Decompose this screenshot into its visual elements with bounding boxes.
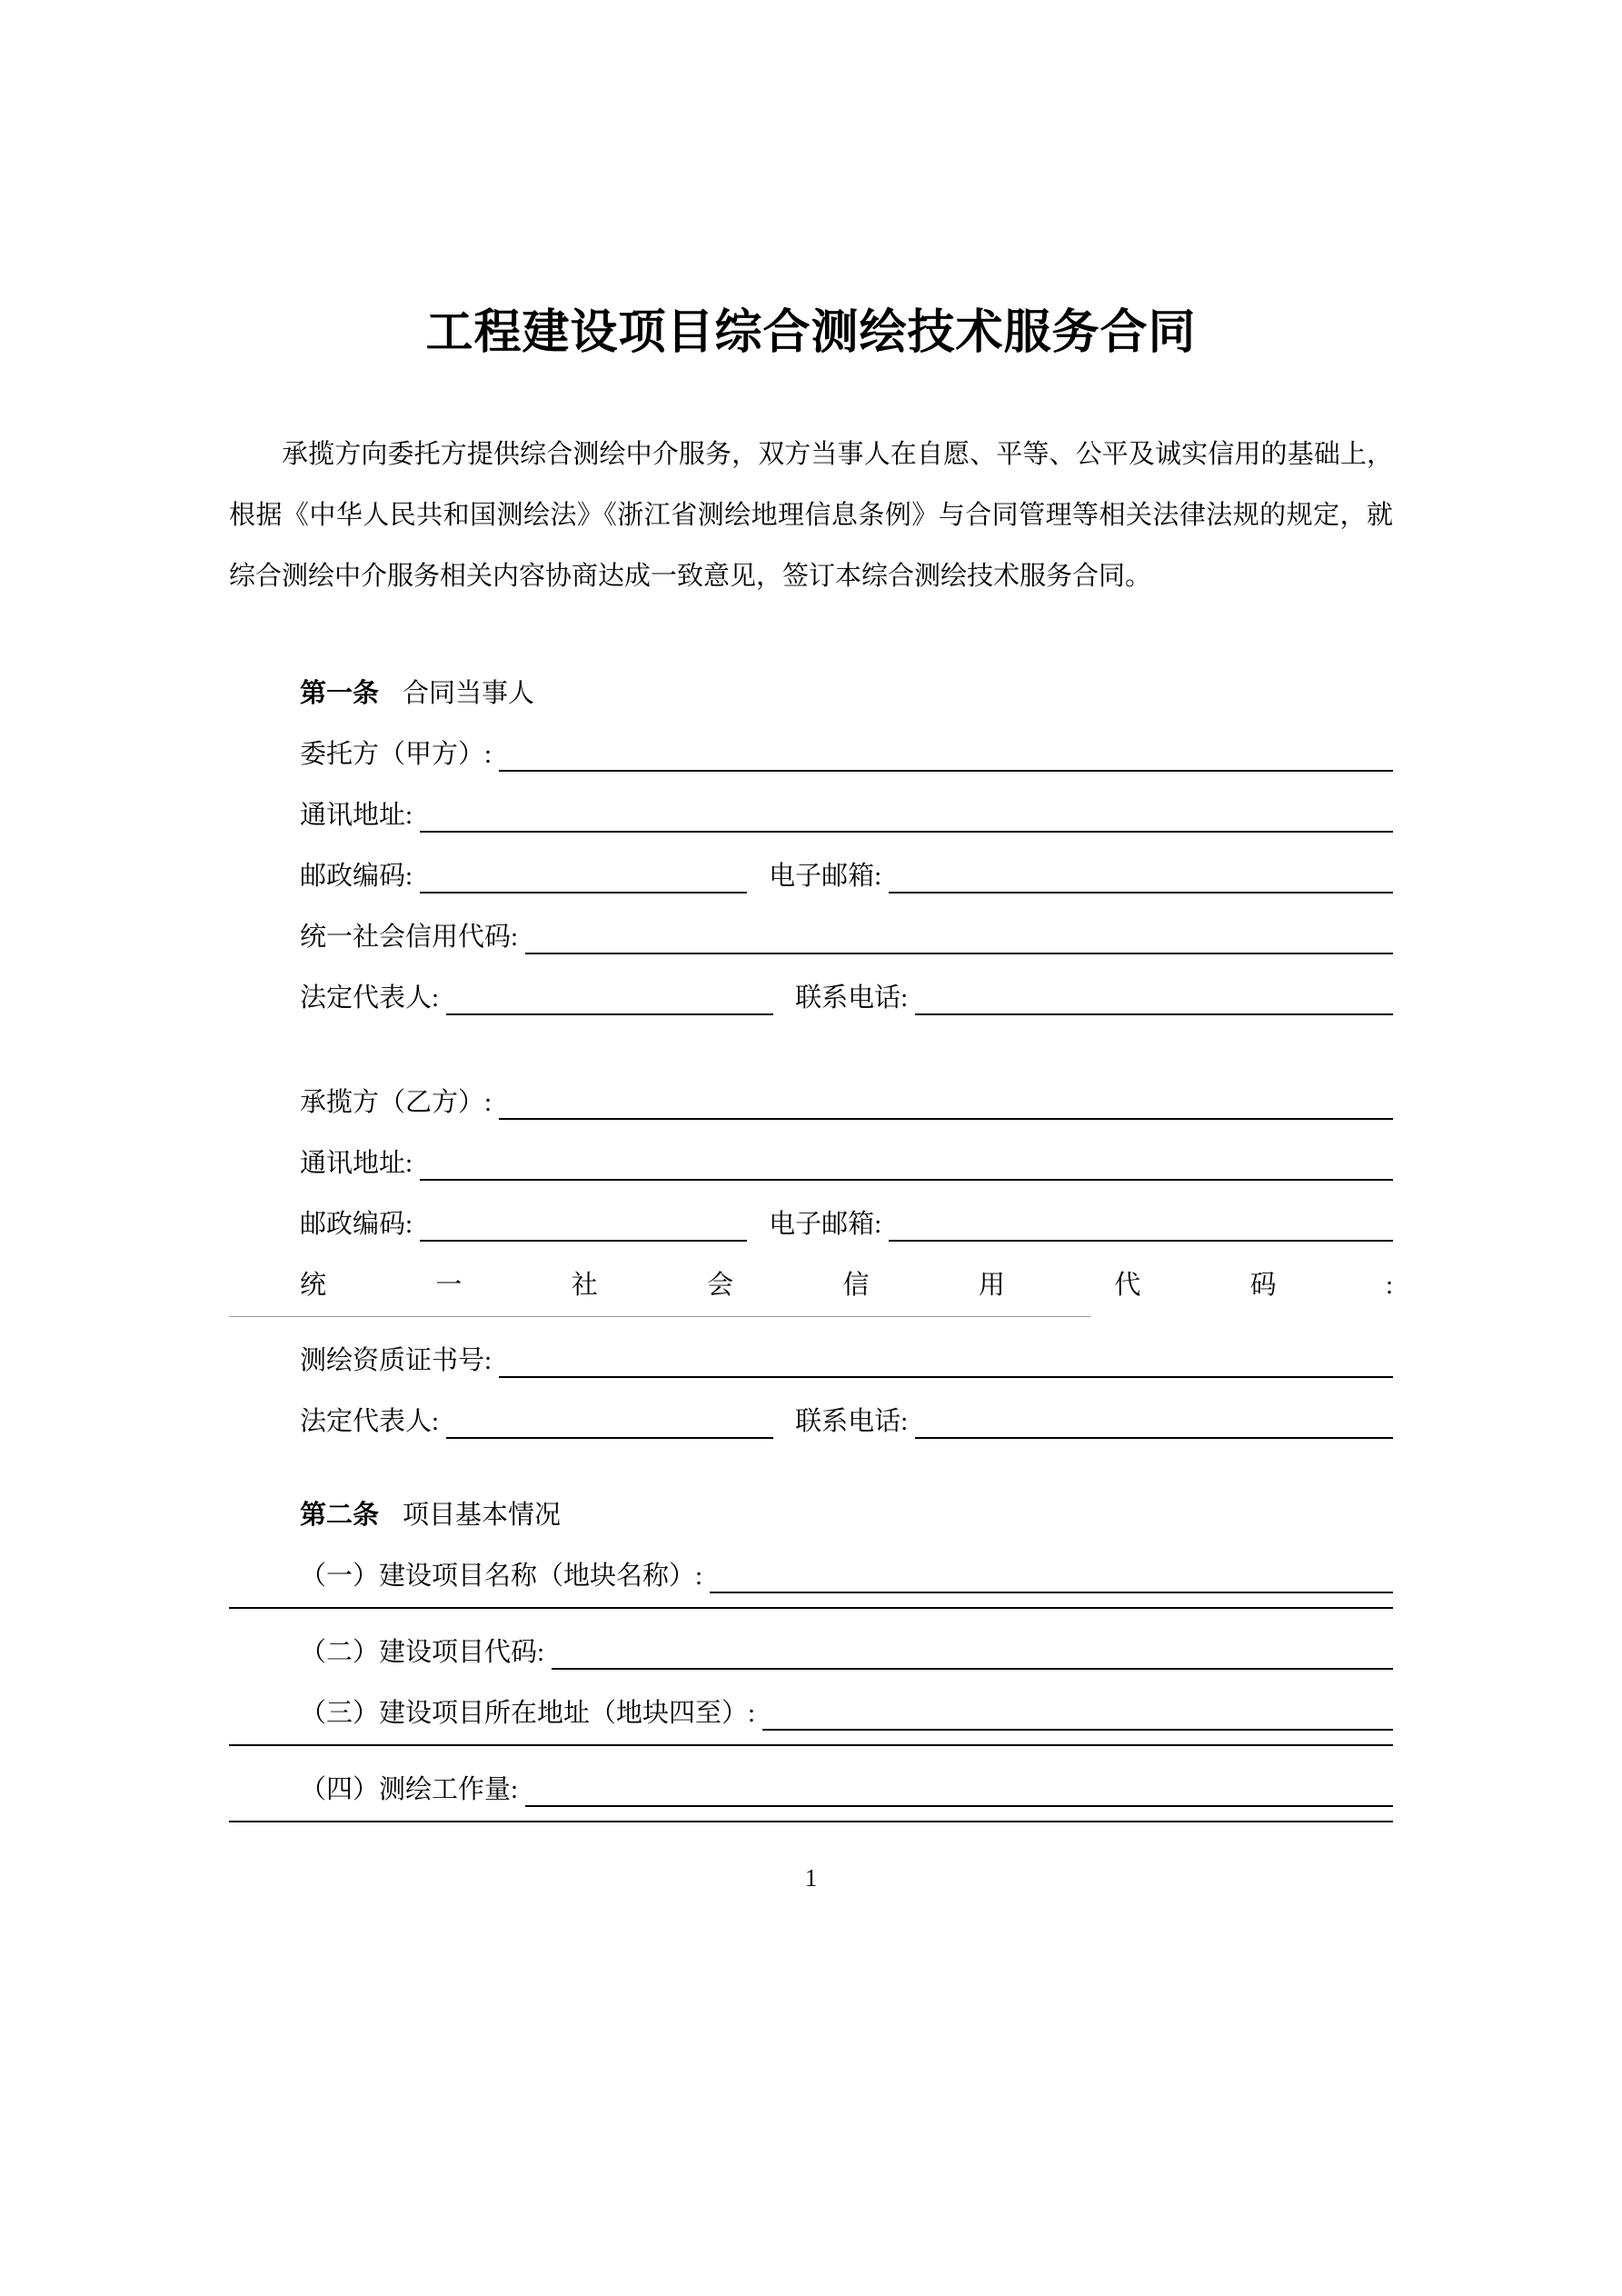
project-code-blank[interactable] [552,1622,1393,1670]
contractor-credit-code-blank[interactable] [229,1316,1090,1317]
survey-workload-continuation-row [229,1821,1393,1836]
project-name-blank[interactable] [710,1546,1393,1593]
project-name-continuation-row [229,1607,1393,1622]
client-email-blank[interactable] [889,846,1393,893]
client-legal-rep-blank[interactable] [446,968,773,1015]
contractor-email-label: 电子邮箱: [769,1210,882,1239]
client-credit-code-row [229,907,1393,968]
client-legal-rep-phone-row [229,968,1393,1029]
article1-heading [229,664,1393,724]
article1-number: 第一条 [300,679,380,708]
article2-title: 项目基本情况 [403,1501,562,1530]
project-code-label: （二）建设项目代码: [300,1638,545,1667]
client-address-row [229,785,1393,846]
contractor-address-label: 通讯地址: [300,1149,413,1178]
article1-title: 合同当事人 [403,679,535,708]
client-credit-code-label: 统一社会信用代码: [300,923,519,952]
survey-workload-row [229,1760,1393,1821]
client-name-label: 委托方（甲方）: [300,740,493,769]
contractor-name-row [229,1073,1393,1133]
contractor-credit-code-blank-row [229,1316,1393,1331]
contractor-cert-label: 测绘资质证书号: [300,1346,493,1375]
article2-number: 第二条 [300,1501,380,1530]
contractor-postcode-label: 邮政编码: [300,1210,413,1239]
contractor-phone-label: 联系电话: [795,1407,909,1436]
client-postcode-label: 邮政编码: [300,862,413,891]
project-name-label: （一）建设项目名称（地块名称）: [300,1562,703,1591]
contractor-address-blank[interactable] [420,1133,1393,1181]
project-address-label: （三）建设项目所在地址（地块四至）: [300,1699,756,1728]
article2-heading [229,1485,1393,1546]
client-phone-blank[interactable] [915,968,1393,1015]
client-name-row [229,724,1393,785]
contractor-legal-rep-phone-row [229,1392,1393,1452]
client-address-blank[interactable] [420,785,1393,833]
contractor-postcode-email-row [229,1194,1393,1255]
project-address-continuation-blank[interactable] [229,1744,1393,1746]
project-address-blank[interactable] [762,1683,1393,1731]
page-number: 1 [804,1864,818,1892]
project-code-row [229,1622,1393,1683]
contractor-cert-blank[interactable] [499,1331,1393,1378]
client-credit-code-blank[interactable] [525,907,1393,954]
client-name-blank[interactable] [499,724,1393,772]
client-postcode-email-row [229,846,1393,907]
survey-workload-label: （四）测绘工作量: [300,1775,519,1804]
survey-workload-continuation-blank[interactable] [229,1821,1393,1822]
contractor-legal-rep-label: 法定代表人: [300,1407,440,1436]
contractor-name-blank[interactable] [499,1073,1393,1120]
project-address-continuation-row [229,1744,1393,1760]
intro-paragraph: 承揽方向委托方提供综合测绘中介服务，双方当事人在自愿、平等、公平及诚实信用的基础上，根据《中华人民共和国测绘法》《浙江省测绘地理信息条例》与合同管理等相关法律法规的规定，就综合测绘中介服务相关内容协商达成一致意见，签订本综合测绘技术服务合同。 [229,440,1393,591]
contractor-postcode-blank[interactable] [420,1194,747,1242]
contractor-address-row [229,1133,1393,1194]
contractor-email-blank[interactable] [889,1194,1393,1242]
client-email-label: 电子邮箱: [769,862,882,891]
client-postcode-blank[interactable] [420,846,747,893]
project-address-row [229,1683,1393,1744]
document-title: 工程建设项目综合测绘技术服务合同 [425,306,1197,359]
project-name-continuation-blank[interactable] [229,1607,1393,1609]
contractor-phone-blank[interactable] [915,1392,1393,1439]
contractor-credit-code-label: 统一社会信用代码: [300,1271,1393,1300]
contractor-cert-row [229,1331,1393,1392]
client-legal-rep-label: 法定代表人: [300,983,440,1013]
contractor-legal-rep-blank[interactable] [446,1392,773,1439]
client-address-label: 通讯地址: [300,801,413,830]
survey-workload-blank[interactable] [525,1760,1393,1807]
project-name-row [229,1546,1393,1607]
client-phone-label: 联系电话: [795,983,909,1013]
contractor-name-label: 承揽方（乙方）: [300,1088,493,1117]
